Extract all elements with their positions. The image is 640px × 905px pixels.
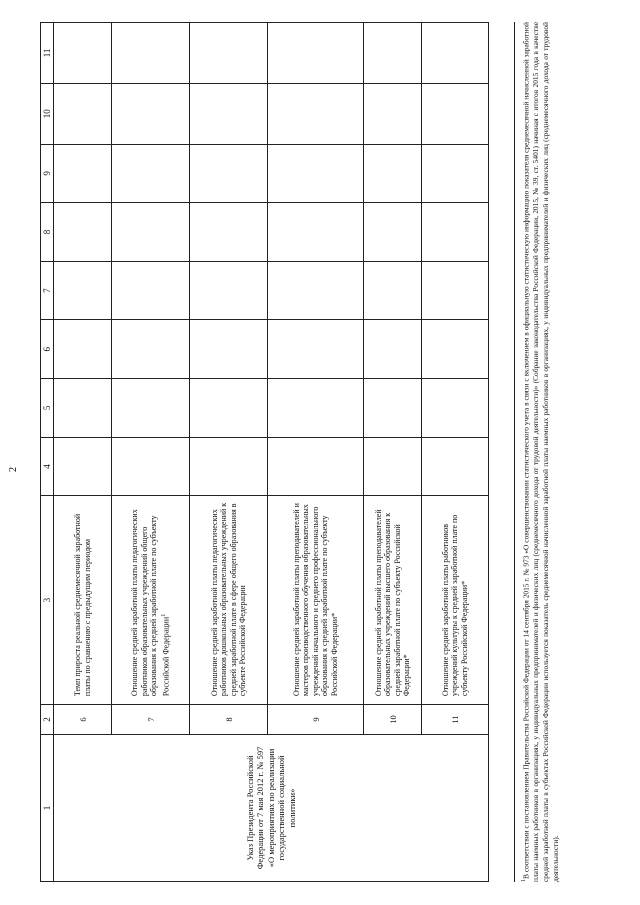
row-number: 10 (364, 705, 422, 735)
footnote-mark: * (459, 580, 469, 585)
footnote-marker: 1 (521, 879, 527, 882)
value-cell (54, 320, 112, 379)
value-cell (364, 261, 422, 320)
value-cell (364, 144, 422, 203)
value-cell (422, 203, 489, 262)
row-number: 11 (422, 705, 489, 735)
decree-title: Указ Президента Российской Федерации от 7 мая 2012 г. № 597 (244, 746, 266, 870)
column-header: 1 (41, 734, 54, 881)
table-row (54, 23, 112, 882)
indicator-cell (54, 496, 112, 705)
column-header: 10 (41, 83, 54, 144)
indicator-text: Отношение средней заработной платы преподавателей образовательных учреждений высшего образования к средней заработной плате по субъекту Российской Федерации (373, 509, 411, 697)
value-cell (112, 144, 190, 203)
value-cell (422, 83, 489, 144)
column-header: 7 (41, 261, 54, 320)
value-cell (190, 83, 268, 144)
value-cell (364, 203, 422, 262)
value-cell (112, 83, 190, 144)
value-cell (364, 320, 422, 379)
value-cell (54, 203, 112, 262)
value-cell (190, 437, 268, 496)
value-cell (268, 437, 364, 496)
value-cell (422, 437, 489, 496)
value-cell (422, 320, 489, 379)
value-cell (364, 379, 422, 438)
indicator-cell (364, 496, 422, 705)
value-cell (112, 320, 190, 379)
indicator-text: Отношение средней заработной платы педагогических работников образовательных учреждений общего образования к средней заработной плате по субъекту Российской Федерации (130, 509, 171, 697)
value-cell (422, 379, 489, 438)
value-cell (190, 320, 268, 379)
decree-subtitle: «О мероприятиях по реализации государственной социальной политики» (265, 748, 297, 868)
column-header: 6 (41, 320, 54, 379)
column-header: 8 (41, 203, 54, 262)
value-cell (112, 23, 190, 84)
rotated-content (8, 22, 600, 882)
value-cell (268, 320, 364, 379)
footnote-mark: * (402, 654, 411, 659)
value-cell (190, 144, 268, 203)
value-cell (268, 203, 364, 262)
value-cell (268, 23, 364, 84)
value-cell (112, 437, 190, 496)
row-number: 6 (54, 705, 112, 735)
column-header: 3 (41, 496, 54, 705)
indicator-text: Отношение средней заработной платы работников учреждений культуры к средней заработной плате по субъекту Российской Федерации (440, 514, 469, 697)
value-cell (190, 23, 268, 84)
column-header: 2 (41, 705, 54, 735)
decree-cell (54, 734, 489, 881)
header-row (41, 23, 54, 882)
footnote-mark: 1 (159, 613, 167, 617)
value-cell (54, 437, 112, 496)
column-header: 11 (41, 23, 54, 84)
value-cell (54, 83, 112, 144)
value-cell (54, 379, 112, 438)
value-cell (190, 379, 268, 438)
column-header: 5 (41, 379, 54, 438)
row-number: 9 (268, 705, 364, 735)
value-cell (364, 437, 422, 496)
indicators-table (40, 22, 489, 882)
value-cell (54, 261, 112, 320)
footnote (514, 22, 561, 882)
value-cell (364, 83, 422, 144)
value-cell (112, 379, 190, 438)
value-cell (268, 379, 364, 438)
value-cell (112, 261, 190, 320)
column-header: 4 (41, 437, 54, 496)
indicator-cell (190, 496, 268, 705)
value-cell (190, 261, 268, 320)
value-cell (54, 23, 112, 84)
value-cell (268, 83, 364, 144)
indicator-cell (112, 496, 190, 705)
row-number: 8 (190, 705, 268, 735)
indicator-text: Отношение средней заработной платы преподавателей и мастеров производственного обучения образовательных учреждений начального и среднего профессионального образования к средней заработной плате по субъекту Российской Федерации (291, 503, 339, 697)
page-number: 2 (8, 467, 19, 472)
indicator-cell (268, 496, 364, 705)
footnote-mark: * (329, 612, 339, 617)
indicator-cell (422, 496, 489, 705)
value-cell (422, 23, 489, 84)
footnote-text: В соответствии с постановлением Правительства Российской Федерации от 14 сентября 2015 г. № 973 «О совершенствовании статистического учета в связи с включением в официальную статистическую информацию показателя среднемесячной начисленной заработной платы наемных работников в организациях, у индивидуальных предпринимателей и физических лиц (среднемесячного дохода от трудовой деятельности)» (Собрание законодательства Российской Федерации, 2015, № 39, ст. 5401) начиная с итогов 2015 года в качестве средней заработной платы в субъектах Российской Федерации используется показатель среднемесячной начисленной заработной платы наемных работников в организациях, у индивидуальных предпринимателей и физических лиц (среднемесячного дохода от трудовой деятельности). (521, 22, 561, 882)
indicator-text: Темп прироста реальной среднемесячной заработной платы по сравнению с предыдущим периодом (73, 513, 92, 697)
value-cell (422, 144, 489, 203)
value-cell (268, 261, 364, 320)
value-cell (190, 203, 268, 262)
value-cell (268, 144, 364, 203)
value-cell (54, 144, 112, 203)
column-header: 9 (41, 144, 54, 203)
value-cell (112, 203, 190, 262)
value-cell (422, 261, 489, 320)
value-cell (364, 23, 422, 84)
indicator-text: Отношение средней заработной платы педагогических работников дошкольных образовательных учреждений к средней заработной плате в сфере общего образования в субъекте Российской Федерации (209, 502, 247, 697)
row-number: 7 (112, 705, 190, 735)
